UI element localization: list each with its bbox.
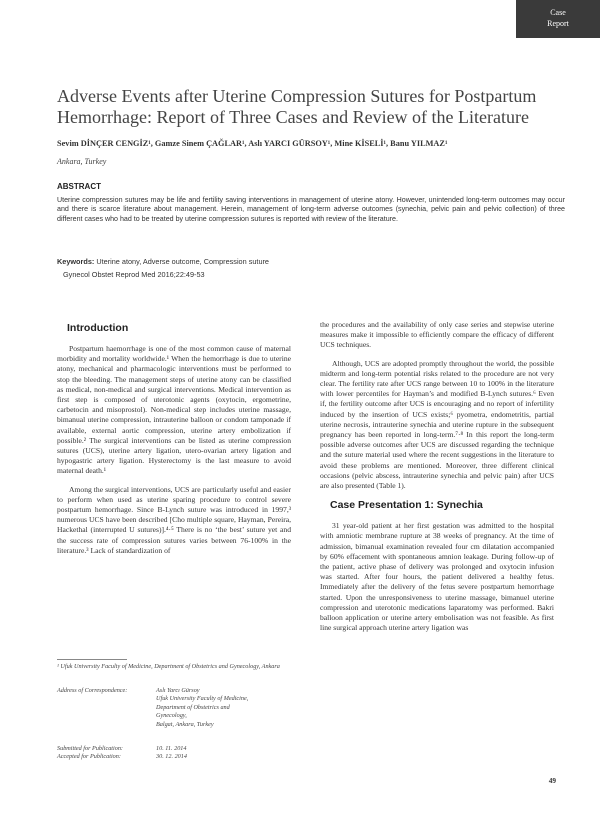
article-type-line2: Report [547, 19, 569, 28]
accepted-date: 30. 12. 2014 [156, 753, 187, 761]
publication-dates [57, 745, 297, 762]
keywords-text: Uterine atony, Adverse outcome, Compression suture [96, 257, 269, 266]
article-type-tab [516, 0, 600, 38]
correspondence-label: Address of Correspondence: [57, 687, 128, 694]
submitted-date: 10. 11. 2014 [156, 745, 187, 752]
correspondence-line: Department of Obstetrics and [156, 703, 230, 711]
footnote-divider [57, 659, 127, 660]
correspondence-line: Aslı Yarcı Gürsoy [156, 687, 200, 694]
abstract-text: Uterine compression sutures may be life and fertility saving interventions in management of uterine atony. However, unintended long-term outcomes may occur and there is scarce literature about management. Herein, management of long-term adverse outcomes (synechia, pelvic pain and pelvic collection) of three different cases who had to be treated by uterine compression sutures is reported with review of the literature. [57, 196, 565, 223]
article-title: Adverse Events after Uterine Compression Sutures for Postpartum Hemorrhage: Report of Three Cases and Review of the Literature [57, 86, 537, 127]
correspondence-line: Balgat, Ankara, Turkey [156, 720, 214, 728]
affiliation-footnote: ¹ Ufuk University Faculty of Medicine, Department of Obstetrics and Gynecology, Ankara [57, 663, 280, 670]
right-paragraph-1: the procedures and the availability of only case series and stepwise uterine measures make it impossible to efficiently compare the efficacy of different UCS techniques. [320, 320, 554, 350]
keywords [57, 257, 565, 266]
author-list: Sevim DİNÇER CENGİZ¹, Gamze Sinem ÇAĞLAR¹, Aslı YARCI GÜRSOY¹, Mine KİSELİ¹, Banu YILMAZ¹ [57, 139, 448, 148]
abstract-heading: ABSTRACT [57, 182, 101, 191]
journal-citation: Gynecol Obstet Reprod Med 2016;22:49-53 [63, 270, 205, 279]
author-location: Ankara, Turkey [57, 157, 107, 166]
correspondence-block [57, 687, 297, 729]
case-heading: Case Presentation 1: Synechia [330, 499, 483, 512]
introduction-paragraph-2: Among the surgical interventions, UCS are particularly useful and easier to perform when used as uterine sparing procedure to control severe postpartum hemorrhage. Since B-Lynch suture was introduced in 1997,³ numerous UCS have been described [Cho multiple square, Hayman, Pereira, Hackethal (interrupted U sutures)].⁴·⁵ There is no ‘the best’ suture yet and the success rate of compression sutures varies between 76-100% in the literature.³ Lack of standardization of [57, 484, 291, 555]
article-type-line1: Case [550, 8, 566, 17]
correspondence-line: Ufuk University Faculty of Medicine, [156, 695, 249, 703]
left-column [57, 322, 291, 564]
correspondence-line: Gynecology, [156, 712, 187, 720]
keywords-label: Keywords: [57, 257, 95, 266]
introduction-heading: Introduction [67, 322, 129, 334]
right-paragraph-2: Although, UCS are adopted promptly throughout the world, the possible midterm and long-term potential risks related to the procedure are not very clear. The fertility rate after UCS range between 10 to 100% in the literature with lower percentiles for Hayman’s and modified B-Lynch sutures.⁶ Even if, the fertility outcome after UCS is encouraging and no report of infertility induced by the insertion of UCS exists;⁶ pyometra, endometritis, partial uterine necrosis, intrauterine synechia and uterine rupture in the subsequent pregnancy has been reported in long-term.⁷·⁸ In this report the long-term possible adverse outcomes after UCS are discussed regarding the technique and the suture material used where the recent suggestions in the literature to avoid these problems are mentioned. Moreover, three different clinical occasions (pelvic abscess, intrauterine synechia and pelvic pain) after UCS are also presented (Table 1). [320, 358, 554, 491]
right-column [320, 320, 554, 641]
case-paragraph: 31 year-old patient at her first gestation was admitted to the hospital with amniotic membrane rupture at 38 weeks of pregnancy. At the time of admission, bimanual examination revealed four cm dilatation accompanied by 60% effacement with spontaneous amnion leakage. During follow-up of the patient, active phase of delivery was prolonged and oxytocin infusion was started. After four hours, the patient delivered a healthy fetus. Immediately after the delivery of the fetus severe postpartum hemorrhage started. Upon the unresponsiveness to uterine massage, bimanuel uterine compression and uterotonic medications laparatomy was performed. Bakri balloon application or uterine artery embolisation was not feasible. As first line surgical approach uterine artery ligation was [320, 521, 554, 633]
introduction-paragraph-1: Postpartum haemorrhage is one of the most common cause of maternal morbidity and mortality worldwide.¹ When the hemorrhage is due to uterine atony, mechanical and pharmacologic interventions must be performed to stop the bleeding. The management steps of uterine atony can be classified as medical, non-medical and surgical interventions. Medical intervention as first step is composed of uterotonic agents (oxytocin, ergometrine, carbetocin and misoprostol). Non-medical step includes uterine massage, bimanual uterine compression, intrauterine balloon or condom tamponade if available, external aortic compression, uterine artery embolization if possible.² The surgical interventions can be listed as uterine compression sutures (UCS), uterine artery ligation, utero-ovarian artery ligation and hypogastric artery ligation. Hysterectomy is the last measure to avoid maternal death.¹ [57, 344, 291, 476]
page-number: 49 [548, 776, 556, 785]
accepted-label: Accepted for Publication: [57, 753, 121, 761]
submitted-label: Submitted for Publication: [57, 745, 123, 752]
